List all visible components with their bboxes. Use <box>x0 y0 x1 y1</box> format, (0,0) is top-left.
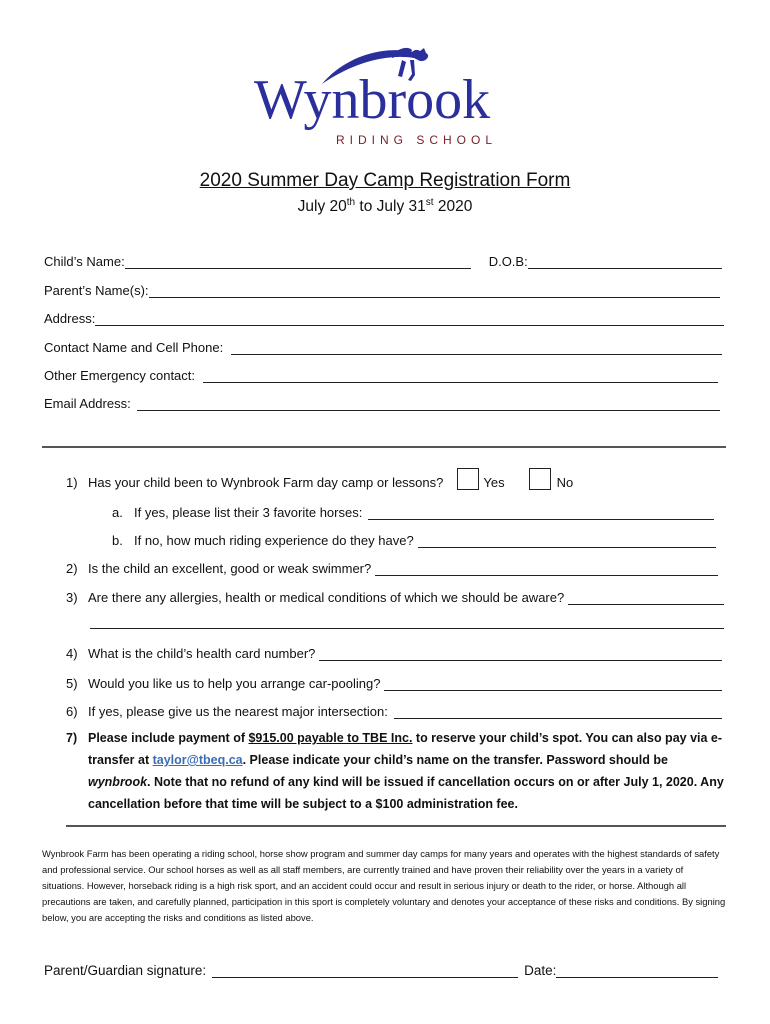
contact-row <box>44 335 722 355</box>
q7-email-link[interactable]: taylor@tbeq.ca <box>152 753 243 767</box>
q5-field[interactable] <box>384 676 722 691</box>
disclaimer: Wynbrook Farm has been operating a riding school, horse show program and summer day camps for many years and operates with the highest standards of safety and professional service. Our school horses as well as all staff members, are currently trained and have proven their reliability over the years in a variety of situations. However, horseback riding is a high risk sport, and an accident could occur and result in serious injury or death to the rider, or horse. Although all precautions are taken, and carefully planned, participation in this sport is completely voluntary and denotes your acceptance of these risks and conditions. By signing below, you are accepting the risks and conditions as listed above. <box>42 848 726 923</box>
question-1b <box>112 528 716 548</box>
address-field[interactable] <box>95 311 724 326</box>
dob-label: D.O.B: <box>488 254 528 269</box>
camp-dates <box>0 197 770 216</box>
q4-text: What is the child’s health card number? <box>88 646 316 661</box>
form-title: 2020 Summer Day Camp Registration Form <box>199 170 571 191</box>
q1a-text: If yes, please list their 3 favorite horses: <box>134 505 363 520</box>
parents-row <box>44 278 720 298</box>
q4-num: 4) <box>66 646 78 661</box>
q1b-num: b. <box>112 533 123 548</box>
question-5 <box>66 671 722 691</box>
emergency-label: Other Emergency contact: <box>44 368 196 383</box>
contact-label: Contact Name and Cell Phone: <box>44 340 224 355</box>
q6-field[interactable] <box>394 704 722 719</box>
q7-text <box>88 727 726 815</box>
q7-text-d: . Note that no refund of any kind will be issued if cancellation occurs on or after July 1, 2020. Any cancellation before that time will be subject to a $100 administration fee. <box>88 775 724 811</box>
signature-field[interactable] <box>212 963 518 978</box>
q7-payment: $915.00 payable to TBE Inc. <box>248 731 413 745</box>
question-1 <box>66 470 686 490</box>
q3-num: 3) <box>66 590 78 605</box>
signature-row <box>44 958 718 978</box>
q5-text: Would you like us to help you arrange car-pooling? <box>88 676 381 691</box>
q1b-text: If no, how much riding experience do they have? <box>134 533 414 548</box>
q3-field[interactable] <box>568 590 724 605</box>
q2-text: Is the child an excellent, good or weak swimmer? <box>88 561 372 576</box>
emergency-field[interactable] <box>203 368 718 383</box>
parents-label: Parent’s Name(s): <box>44 283 149 298</box>
question-1a <box>112 500 714 520</box>
q2-field[interactable] <box>375 561 718 576</box>
q1-yes-checkbox[interactable] <box>457 468 479 490</box>
q1-yes-label: Yes <box>483 475 505 490</box>
q2-num: 2) <box>66 561 78 576</box>
email-field[interactable] <box>137 396 720 411</box>
child-name-label: Child’s Name: <box>44 254 125 269</box>
q1a-field[interactable] <box>368 505 714 520</box>
q7-text-b: to reserve your child’s spot. You can also pay via e-transfer at <box>88 731 723 767</box>
date-year: 2020 <box>433 198 473 216</box>
q3-text: Are there any allergies, health or medical conditions of which we should be aware? <box>88 590 565 605</box>
email-row <box>44 391 720 411</box>
q6-num: 6) <box>66 704 78 719</box>
contact-field[interactable] <box>231 340 722 355</box>
child-name-field[interactable] <box>125 254 471 269</box>
q1-no-label: No <box>556 475 574 490</box>
address-label: Address: <box>44 311 96 326</box>
q1-num: 1) <box>66 475 78 490</box>
q4-field[interactable] <box>319 646 722 661</box>
signature-date-label: Date: <box>524 963 557 978</box>
logo-subtitle: RIDING SCHOOL <box>336 133 498 147</box>
q7-num: 7) <box>66 731 78 745</box>
q1a-num: a. <box>112 505 123 520</box>
q5-num: 5) <box>66 676 78 691</box>
wynbrook-logo <box>252 46 522 156</box>
q3-field-line-2[interactable] <box>90 614 724 629</box>
signature-label: Parent/Guardian signature: <box>44 963 207 978</box>
q6-text: If yes, please give us the nearest major intersection: <box>88 704 388 719</box>
question-2 <box>66 556 718 576</box>
parents-field[interactable] <box>149 283 720 298</box>
section-divider-2 <box>66 825 726 827</box>
q1-text: Has your child been to Wynbrook Farm day camp or lessons? <box>88 475 444 490</box>
logo-brand: Wynbrook <box>254 69 491 131</box>
q7-text-c: . Please indicate your child’s name on the transfer. Password should be <box>242 753 668 767</box>
question-3 <box>66 585 724 605</box>
address-row <box>44 306 724 326</box>
q1b-field[interactable] <box>418 533 716 548</box>
child-name-row <box>44 249 722 269</box>
date-from: July 20 <box>297 198 347 216</box>
emergency-row <box>44 363 718 383</box>
date-to-sup: st <box>425 197 434 208</box>
email-label: Email Address: <box>44 396 131 411</box>
q7-text-a: Please include payment of <box>88 731 249 745</box>
question-6 <box>66 699 722 719</box>
dob-field[interactable] <box>528 254 722 269</box>
signature-date-field[interactable] <box>556 963 718 978</box>
date-mid: to July 31 <box>355 198 426 216</box>
question-7 <box>66 727 726 815</box>
question-4 <box>66 641 722 661</box>
section-divider <box>42 446 726 448</box>
q1-no-checkbox[interactable] <box>529 468 551 490</box>
q7-password: wynbrook <box>88 775 148 789</box>
date-from-sup: th <box>346 197 356 208</box>
